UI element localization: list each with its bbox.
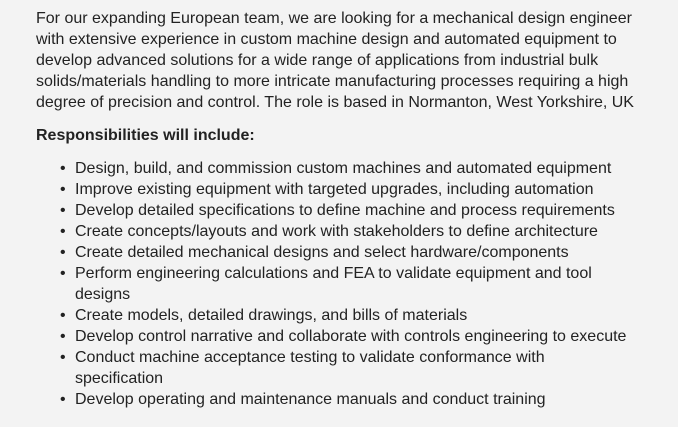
list-item <box>60 389 635 410</box>
bullet-icon: • <box>60 202 66 219</box>
list-item <box>60 179 635 200</box>
bullet-icon: • <box>60 328 66 345</box>
bullet-icon: • <box>60 307 66 324</box>
list-item-text: Perform engineering calculations and FEA to validate equipment and tool designs <box>75 265 592 303</box>
list-item <box>60 263 635 305</box>
bullet-icon: • <box>60 265 66 282</box>
bullet-icon: • <box>60 181 66 198</box>
list-item-text: Create detailed mechanical designs and select hardware/components <box>75 244 569 261</box>
list-item <box>60 305 635 326</box>
list-item-text: Design, build, and commission custom machines and automated equipment <box>75 160 612 177</box>
bullet-icon: • <box>60 391 66 408</box>
list-item <box>60 326 635 347</box>
list-item <box>60 347 635 389</box>
list-item-text: Create models, detailed drawings, and bills of materials <box>75 307 468 324</box>
list-item-text: Improve existing equipment with targeted upgrades, including automation <box>75 181 594 198</box>
list-item-text: Create concepts/layouts and work with stakeholders to define architecture <box>75 223 598 240</box>
bullet-icon: • <box>60 223 66 240</box>
responsibilities-list <box>36 158 676 410</box>
list-item <box>60 221 635 242</box>
intro-paragraph: For our expanding European team, we are looking for a mechanical design engineer with extensive experience in custom machine design and automated equipment to develop advanced solutions for a wide range of applications from industrial bulk solids/materials handling to more intricate manufacturing processes requiring a high degree of precision and control. The role is based in Normanton, West Yorkshire, UK <box>36 10 634 111</box>
list-item <box>60 242 635 263</box>
list-item-text: Develop control narrative and collaborate with controls engineering to execute <box>75 328 627 345</box>
list-item <box>60 158 635 179</box>
bullet-icon: • <box>60 160 66 177</box>
list-item-text: Develop detailed specifications to define machine and process requirements <box>75 202 615 219</box>
list-item <box>60 200 635 221</box>
list-item-text: Conduct machine acceptance testing to validate conformance with specification <box>75 349 545 387</box>
responsibilities-heading: Responsibilities will include: <box>36 127 255 144</box>
list-item-text: Develop operating and maintenance manuals and conduct training <box>75 391 546 408</box>
bullet-icon: • <box>60 244 66 261</box>
job-description <box>36 8 676 410</box>
bullet-icon: • <box>60 349 66 366</box>
